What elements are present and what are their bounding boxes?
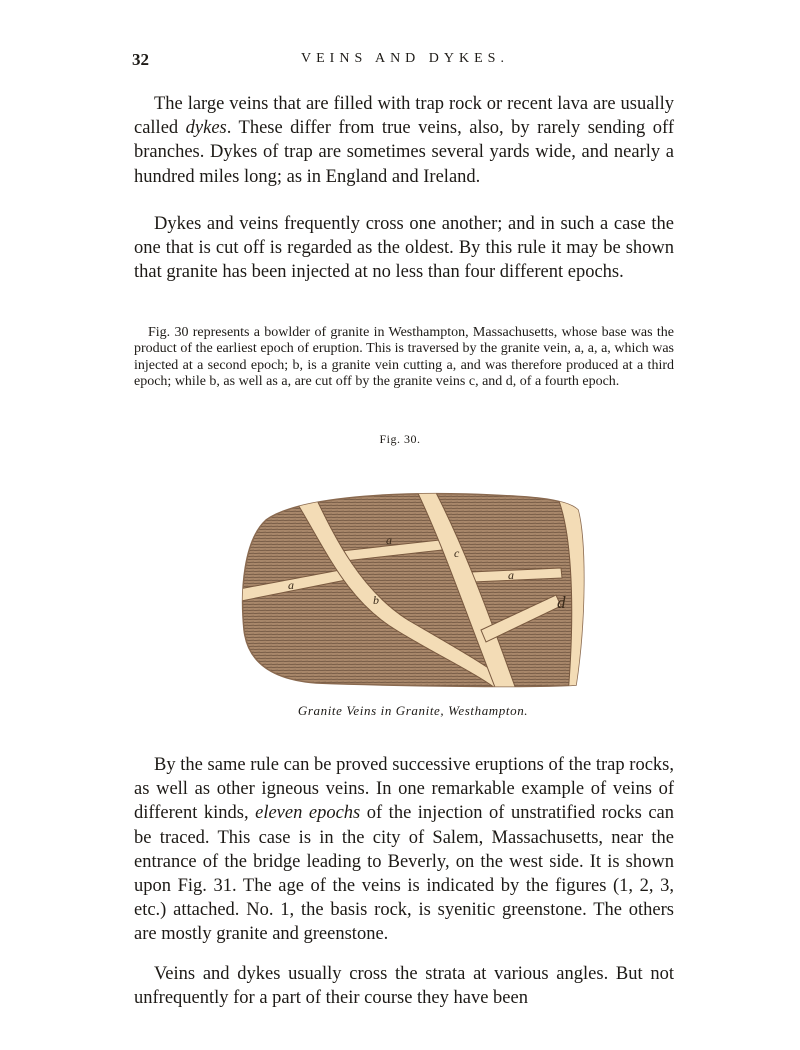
chapter-title: VEINS AND DYKES. xyxy=(301,51,509,66)
paragraph-crossing-veins: Dykes and veins frequently cross one another; and in such a case the one that is cut off is regarded as the oldest. By this rule it may be shown that granite has been injected at no less than four different epochs. xyxy=(134,214,674,283)
paragraph-successive-eruptions xyxy=(134,753,674,947)
paragraph-veins-crossing-strata: Veins and dykes usually cross the strata at various angles. But not unfrequently for a part of their course they have been xyxy=(134,964,674,1009)
figure-granite-bowlder xyxy=(236,480,586,692)
running-head xyxy=(132,50,678,74)
figure-label: Fig. 30. xyxy=(379,432,421,446)
vein-label-a: a xyxy=(386,533,392,547)
figure-caption: Granite Veins in Granite, Westhampton. xyxy=(297,703,529,718)
vein-label-a: a xyxy=(508,568,514,582)
bowlder-illustration xyxy=(236,480,586,692)
paragraph-text: . These differ from true veins, also, by rarely sending off branches. Dykes of trap are sometimes several yards wide, and nearly a hundred miles long; as in England and Ireland. xyxy=(134,118,674,187)
paragraph-text: The large veins that are filled with trap rock or recent lava are usually called xyxy=(134,94,674,139)
paragraph-dykes-definition xyxy=(134,92,674,189)
vein-label-c: c xyxy=(454,546,460,560)
vein-label-b: b xyxy=(373,593,379,607)
term-dykes: dykes xyxy=(185,118,227,139)
vein-label-a: a xyxy=(288,578,294,592)
term-eleven-epochs: eleven epochs xyxy=(255,803,361,824)
page-number: 32 xyxy=(132,50,149,69)
vein-label-d: d xyxy=(557,593,566,612)
figure-description: Fig. 30 represents a bowlder of granite in Westhampton, Massachusetts, whose base was the product of the earliest epoch of eruption. This is traversed by the granite vein, a, a, a, which was injected at a second epoch; b, is a granite vein cutting a, and was therefore produced at a third epoch; while b, as well as a, are cut off by the granite veins c, and d, of a fourth epoch. xyxy=(134,325,674,390)
paragraph-text: By the same rule can be proved successive eruptions of the trap rocks, as well as other igneous veins. In one remarkable example of veins of different kinds, xyxy=(134,755,674,824)
paragraph-text: of the injection of unstratified rocks can be traced. This case is in the city of Salem, Massachusetts, near the entrance of the bridge leading to Beverly, on the west side. It is shown upon Fig. 31. The age of the veins is indicated by the figures (1, 2, 3, etc.) attached. No. 1, the basis rock, is syenitic greenstone. The others are mostly granite and greenstone. xyxy=(134,803,674,945)
